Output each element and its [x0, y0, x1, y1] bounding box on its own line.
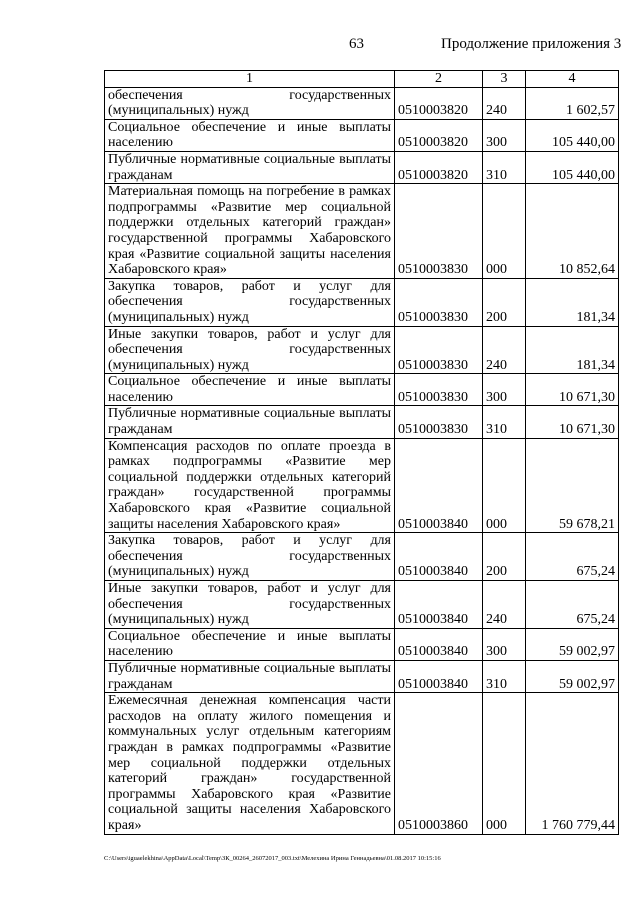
row-sum: 105 440,00: [526, 119, 619, 151]
row-name: Иные закупки товаров, работ и услуг для обеспечения государственных (муниципальных) нужд: [105, 326, 395, 374]
row-code: 0510003860: [395, 693, 483, 834]
row-code: 0510003830: [395, 184, 483, 279]
row-type: 000: [483, 184, 526, 279]
table-row: [105, 438, 619, 533]
row-name: обеспечения государственных (муниципальных) нужд: [105, 87, 395, 119]
row-code: 0510003830: [395, 374, 483, 406]
table-row: [105, 693, 619, 834]
table-row: [105, 660, 619, 692]
row-name: Публичные нормативные социальные выплаты гражданам: [105, 151, 395, 183]
table-row: [105, 406, 619, 438]
table-row: [105, 278, 619, 326]
row-type: 310: [483, 151, 526, 183]
row-sum: 59 002,97: [526, 660, 619, 692]
row-sum: 10 671,30: [526, 374, 619, 406]
row-sum: 675,24: [526, 581, 619, 629]
row-code: 0510003820: [395, 119, 483, 151]
row-type: 000: [483, 438, 526, 533]
table-row: [105, 581, 619, 629]
table-row: [105, 326, 619, 374]
column-header-1: 1: [105, 71, 395, 88]
row-sum: 1 602,57: [526, 87, 619, 119]
footer-file-path: C:\Users\iguaelekhina\AppData\Local\Temp\ЗК_00264_26072017_003.txt\Мелехина Ирина Геннадьевна\01.08.2017 10:15:16: [104, 855, 441, 862]
row-name: Закупка товаров, работ и услуг для обеспечения государственных (муниципальных) нужд: [105, 278, 395, 326]
row-name: Социальное обеспечение и иные выплаты населению: [105, 374, 395, 406]
row-name: Закупка товаров, работ и услуг для обеспечения государственных (муниципальных) нужд: [105, 533, 395, 581]
row-sum: 10 671,30: [526, 406, 619, 438]
column-header-4: 4: [526, 71, 619, 88]
row-type: 300: [483, 119, 526, 151]
row-name: Ежемесячная денежная компенсация части расходов на оплату жилого помещения и коммунальных услуг отдельным категориям граждан в рамках подпрограммы «Развитие мер социальной поддержки отдельных категорий граждан» государственной программы Хабаровского края «Развитие социальной защиты населения Хабаровского края»: [105, 693, 395, 834]
row-sum: 181,34: [526, 278, 619, 326]
row-sum: 59 678,21: [526, 438, 619, 533]
row-name: Социальное обеспечение и иные выплаты населению: [105, 119, 395, 151]
row-type: 200: [483, 533, 526, 581]
row-code: 0510003840: [395, 438, 483, 533]
table-row: [105, 533, 619, 581]
row-name: Иные закупки товаров, работ и услуг для обеспечения государственных (муниципальных) нужд: [105, 581, 395, 629]
row-type: 240: [483, 581, 526, 629]
budget-table: [104, 70, 619, 835]
table-row: [105, 87, 619, 119]
table-header-row: [105, 71, 619, 88]
row-sum: 181,34: [526, 326, 619, 374]
table-row: [105, 184, 619, 279]
row-sum: 105 440,00: [526, 151, 619, 183]
row-type: 200: [483, 278, 526, 326]
row-name: Материальная помощь на погребение в рамках подпрограммы «Развитие мер социальной поддержки отдельных категорий граждан» государственной программы Хабаровского края «Развитие социальной защиты населения Хабаровского края»: [105, 184, 395, 279]
row-type: 000: [483, 693, 526, 834]
column-header-3: 3: [483, 71, 526, 88]
row-name: Компенсация расходов по оплате проезда в рамках подпрограммы «Развитие мер социальной поддержки отдельных категорий граждан» государственной программы Хабаровского края «Развитие социальной защиты населения Хабаровского края»: [105, 438, 395, 533]
column-header-2: 2: [395, 71, 483, 88]
row-code: 0510003840: [395, 660, 483, 692]
row-code: 0510003840: [395, 581, 483, 629]
continuation-heading: Продолжение приложения 3: [441, 36, 622, 52]
row-name: Социальное обеспечение и иные выплаты населению: [105, 628, 395, 660]
row-code: 0510003830: [395, 406, 483, 438]
row-code: 0510003820: [395, 151, 483, 183]
table-row: [105, 119, 619, 151]
row-type: 240: [483, 326, 526, 374]
row-type: 310: [483, 406, 526, 438]
table-row: [105, 628, 619, 660]
table-row: [105, 151, 619, 183]
row-type: 240: [483, 87, 526, 119]
table-row: [105, 374, 619, 406]
row-sum: 1 760 779,44: [526, 693, 619, 834]
row-sum: 59 002,97: [526, 628, 619, 660]
row-name: Публичные нормативные социальные выплаты гражданам: [105, 660, 395, 692]
row-name: Публичные нормативные социальные выплаты гражданам: [105, 406, 395, 438]
row-type: 300: [483, 628, 526, 660]
row-sum: 10 852,64: [526, 184, 619, 279]
row-sum: 675,24: [526, 533, 619, 581]
row-type: 300: [483, 374, 526, 406]
row-code: 0510003840: [395, 533, 483, 581]
row-code: 0510003830: [395, 278, 483, 326]
row-type: 310: [483, 660, 526, 692]
row-code: 0510003830: [395, 326, 483, 374]
page-number: 63: [349, 36, 364, 52]
row-code: 0510003840: [395, 628, 483, 660]
row-code: 0510003820: [395, 87, 483, 119]
